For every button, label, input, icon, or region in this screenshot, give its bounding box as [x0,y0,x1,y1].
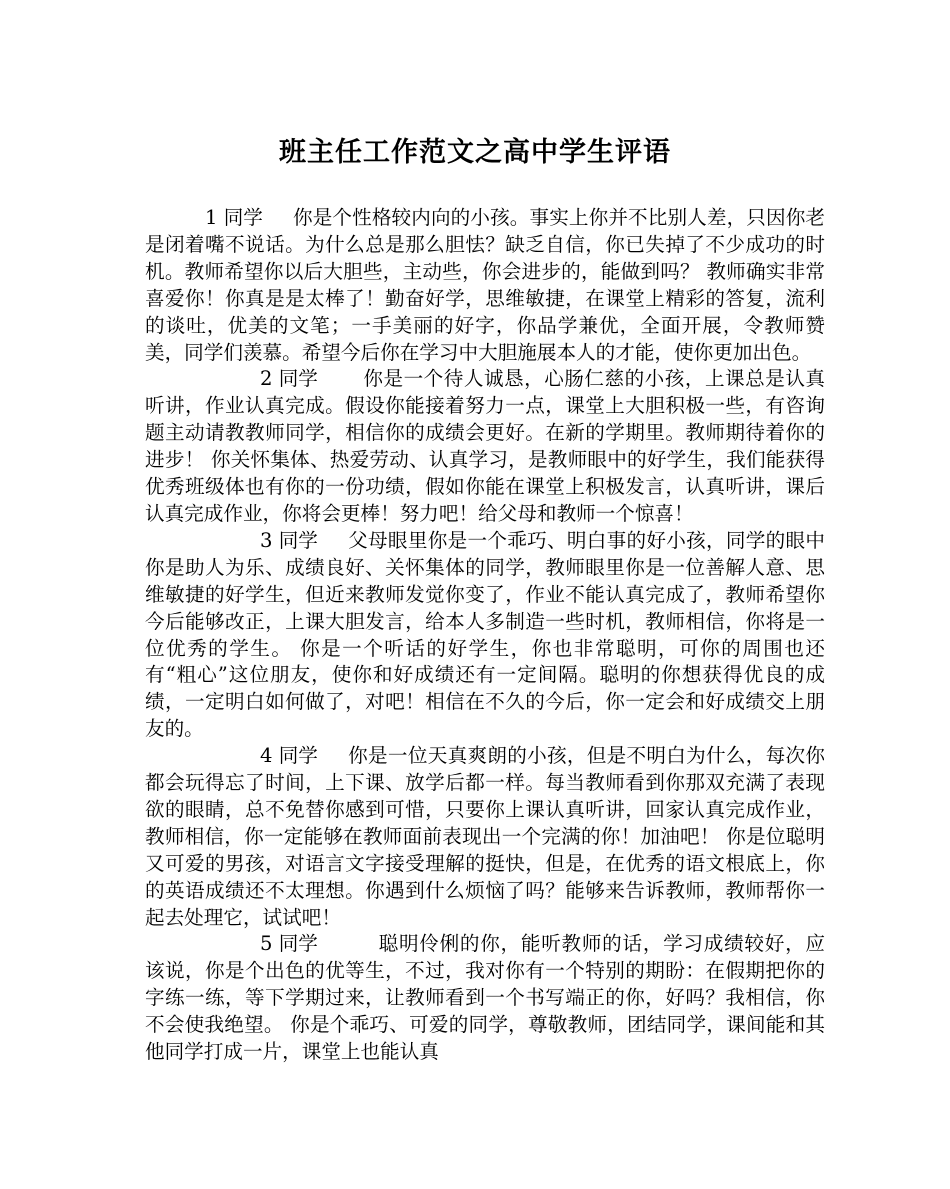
page-title: 班主任工作范文之高中学生评语 [279,137,671,168]
student-label-2: 2 同学 [260,367,318,391]
document-body [145,205,825,1066]
comment-paragraph-2 [145,366,825,527]
student-label-1: 1 同学 [205,206,263,229]
comment-paragraph-1 [145,205,825,366]
comment-text-1: 你是个性格较内向的小孩。事实上你并不比别人差，只因你老是闭着嘴不说话。为什么总是那么胆怯？缺乏自信，你已失掉了不少成功的时机。教师希望你以后大胆些，主动些，你会进步的，能做到吗？ 教师确实非常喜爱你！你真是是太棒了！勤奋好学，思维敏捷，在课堂上精彩的答复，流利的谈吐，优美的文笔；一手美丽的好字，你品学兼优，全面开展，令教师赞美，同学们羡慕。希望今后你在学习中大胆施展本人的才能，使你更加出色。 [145,206,825,364]
student-label-3: 3 同学 [260,528,318,552]
comment-text-3: 父母眼里你是一个乖巧、明白事的好小孩，同学的眼中你是助人为乐、成绩良好、关怀集体的同学，教师眼里你是一位善解人意、思维敏捷的好学生，但近来教师发觉你变了，作业不能认真完成了，教师希望你今后能够改正，上课大胆发言，给本人多制造一些时机，教师相信，你将是一位优秀的学生。 你是一个听话的好学生，你也非常聪明，可你的周围也还有“粗心”这位朋友，使你和好成绩还有一定间隔。聪明的你想获得优良的成绩，一定明白如何做了，对吧！相信在不久的今后，你一定会和好成绩交上朋友的。 [145,528,825,741]
student-label-5: 5 同学 [260,932,318,956]
comment-text-2: 你是一个待人诚恳，心肠仁慈的小孩，上课总是认真听讲，作业认真完成。假设你能接着努力一点，课堂上大胆积极一些，有咨询题主动请教教师同学，相信你的成绩会更好。在新的学期里。教师期待着你的进步！ 你关怀集体、热爱劳动、认真学习，是教师眼中的好学生，我们能获得优秀班级体也有你的一份功绩，假如你能在课堂上积极发言，认真听讲，课后认真完成作业，你将会更棒！努力吧！给父母和教师一个惊喜！ [145,367,825,525]
comment-paragraph-3 [145,528,825,743]
comment-text-4: 你是一位天真爽朗的小孩，但是不明白为什么，每次你都会玩得忘了时间，上下课、放学后都一样。每当教师看到你那双充满了表现欲的眼睛，总不免替你感到可惜，只要你上课认真听讲，回家认真完成作业，教师相信，你一定能够在教师面前表现出一个完满的你！加油吧！ 你是位聪明又可爱的男孩，对语言文字接受理解的挺快，但是，在优秀的语文根底上，你的英语成绩还不太理想。你遇到什么烦恼了吗？能够来告诉教师，教师帮你一起去处理它，试试吧！ [145,744,825,929]
comment-text-5: 聪明伶俐的你，能听教师的话，学习成绩较好，应该说，你是个出色的优等生，不过，我对你有一个特别的期盼：在假期把你的字练一练，等下学期过来，让教师看到一个书写端正的你，好吗？我相信，你不会使我绝望。 你是个乖巧、可爱的同学，尊敬教师，团结同学，课间能和其他同学打成一片，课堂上也能认真 [145,932,825,1064]
student-label-4: 4 同学 [260,744,318,768]
comment-paragraph-4 [145,743,825,931]
comment-paragraph-5 [145,931,825,1066]
